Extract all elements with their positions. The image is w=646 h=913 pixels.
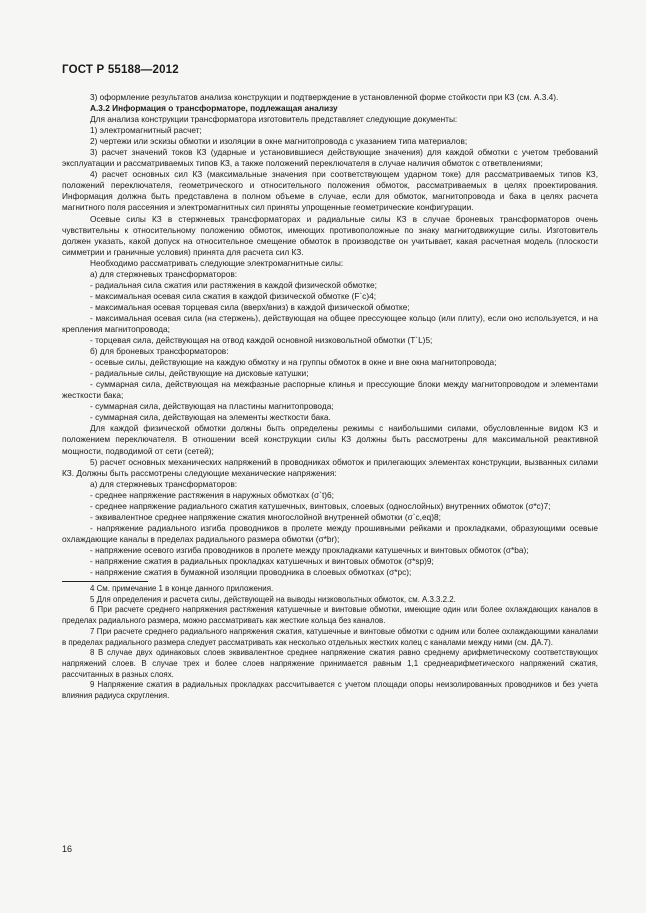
list-item: 1) электромагнитный расчет; [90, 125, 202, 136]
footnote: 5 Для определения и расчета силы, действующей на выводы низковольтных обмоток, см. А.3.3.2.2. [90, 594, 456, 604]
list-item: - максимальная осевая сила сжатия в каждой физической обмотке (F`c)4; [90, 290, 377, 301]
list-item: - напряжение осевого изгиба проводников в пролете между прокладками катушечных и винтовых обмоток (σ*ba); [90, 544, 529, 555]
footnote: 8 В случае двух одинаковых слоев эквивалентное среднее напряжение сжатия равно среднему арифметическому соответствующих напряжений слоев. В случае трех и более слоев напряжение принимается равным 1,1 среднеарифметического напряжений сжатия, рассчитанных в разных слоях. [62, 648, 598, 679]
list-item: 4) расчет основных сил КЗ (максимальные значения при соответствующем ударном токе) для рассматриваемых типов КЗ, положений переключателя, геометрического и относительного положения обмоток, рассматриваемых в целях проектирования. Информация должна быть представлена в полном объеме в случае, если для обмоток, магнитопровода и бака в целях расчета магнитного поля рассеяния и электромагнитных сил приняты упрощенные геометрические конфигурации. [62, 169, 598, 213]
footnote: 6 При расчете среднего напряжения растяжения катушечные и винтовые обмотки, имеющие один или более охлаждающих каналов в пределах радиального размера, можно рассматривать как жесткие кольца без каналов. [62, 605, 598, 626]
paragraph: Необходимо рассматривать следующие электромагнитные силы: [90, 257, 344, 268]
list-item: - максимальная осевая торцевая сила (вверх/вниз) в каждой физической обмотке; [90, 301, 410, 312]
list-item: - максимальная осевая сила (на стержень), действующая на общее прессующее кольцо (или плиту), если оно используется, и на крепления магнитопровода; [62, 312, 598, 334]
list-item: - суммарная сила, действующая на пластины магнитопровода; [90, 401, 334, 412]
footnote: 4 См. примечание 1 в конце данного приложения. [90, 584, 274, 594]
list-item: - суммарная сила, действующая на межфазные распорные клинья и прессующие блоки между магнитопроводом и элементами жесткости бака; [62, 379, 598, 401]
list-item: - радиальные силы, действующие на дисковые катушки; [90, 368, 309, 379]
document-header: ГОСТ Р 55188—2012 [62, 64, 179, 76]
list-item: - осевые силы, действующие на каждую обмотку и на группы обмоток в окне и вне окна магнитопровода; [90, 357, 497, 368]
section-heading: А.3.2 Информация о трансформаторе, подлежащая анализу [90, 103, 338, 114]
paragraph: 3) оформление результатов анализа конструкции и подтверждение в установленной форме стойкости при КЗ (см. А.3.4). [90, 92, 559, 102]
paragraph: Осевые силы КЗ в стержневых трансформаторах и радиальные силы КЗ в случае броневых трансформаторов очень чувствительны к относительному положению обмоток, имеющих противоположные по знаку магнитодвижущие силы. Изготовитель должен указать, какой допуск на относительное смещение обмоток в производстве он учитывает, какая расчетная модель (плоскости симметрии и граничные условия) принята для расчета сил КЗ. [62, 213, 598, 257]
footnote: 7 При расчете среднего радиального напряжения сжатия, катушечные и винтовые обмотки с одним или более охлаждающими каналами в пределах радиального размера следует рассматривать как несколько отдельных жестких колец с каналами между ними (см. ДА.7). [62, 626, 598, 647]
list-item: - среднее напряжение растяжения в наружных обмотках (σ`t)6; [90, 489, 334, 500]
paragraph: Для анализа конструкции трансформатора изготовитель представляет следующие документы: [90, 114, 458, 125]
footnote: 9 Напряжение сжатия в радиальных прокладках рассчитывается с учетом площади опоры неизолированных проводников и без учета влияния радиуса скругления. [62, 680, 598, 701]
footnote-divider [62, 581, 148, 582]
list-item: - эквивалентное среднее напряжение сжатия многослойной внутренней обмотки (σ`c,eq)8; [90, 511, 441, 522]
list-item: - напряжение радиального изгиба проводников в пролете между прошивными рейками и прокладками, образующими осевые охлаждающие каналы в пределах радиального размера обмотки (σ*br); [62, 522, 598, 544]
page-number: 16 [62, 844, 73, 854]
list-item: - радиальная сила сжатия или растяжения в каждой физической обмотке; [90, 279, 377, 290]
list-item: - торцевая сила, действующая на отвод каждой основной низковольтной обмотки (T`L)5; [90, 335, 433, 346]
list-item: - суммарная сила, действующая на элементы жесткости бака. [90, 412, 331, 423]
list-item: а) для стержневых трансформаторов: [90, 268, 238, 279]
list-item: 2) чертежи или эскизы обмотки и изоляции в окне магнитопровода с указанием типа материалов; [90, 136, 468, 147]
list-item: б) для броневых трансформаторов: [90, 346, 229, 357]
paragraph: Для каждой физической обмотки должны быть определены режимы с наибольшими силами, обусловленные видом КЗ и положением переключателя. В отношении всей конструкции силы КЗ должны быть рассмотрены для максимальной реактивной мощности, подводимой от сети (сетей); [62, 423, 598, 456]
list-item: - среднее напряжение радиального сжатия катушечных, винтовых, слоевых (однослойных) внутренних обмоток (σ*c)7; [90, 500, 551, 511]
list-item: - напряжение сжатия в радиальных прокладках катушечных и винтовых обмоток (σ*sp)9; [90, 555, 434, 566]
list-item: 5) расчет основных механических напряжений в проводниках обмоток и прилегающих элементах конструкции, вызванных силами КЗ. Должны быть рассмотрены следующие механические напряжения: [62, 456, 598, 478]
list-item: - напряжение сжатия в бумажной изоляции проводника в слоевых обмотках (σ*pc); [90, 567, 412, 578]
list-item: а) для стержневых трансформаторов: [90, 478, 238, 489]
document-body [62, 92, 598, 702]
list-item: 3) расчет значений токов КЗ (ударные и установившиеся действующие значения) для каждой обмотки с учетом требований эксплуатации и рассматриваемых типов КЗ, а также положений переключателя в случае наличия обмоток с ответвлениями; [62, 147, 598, 169]
